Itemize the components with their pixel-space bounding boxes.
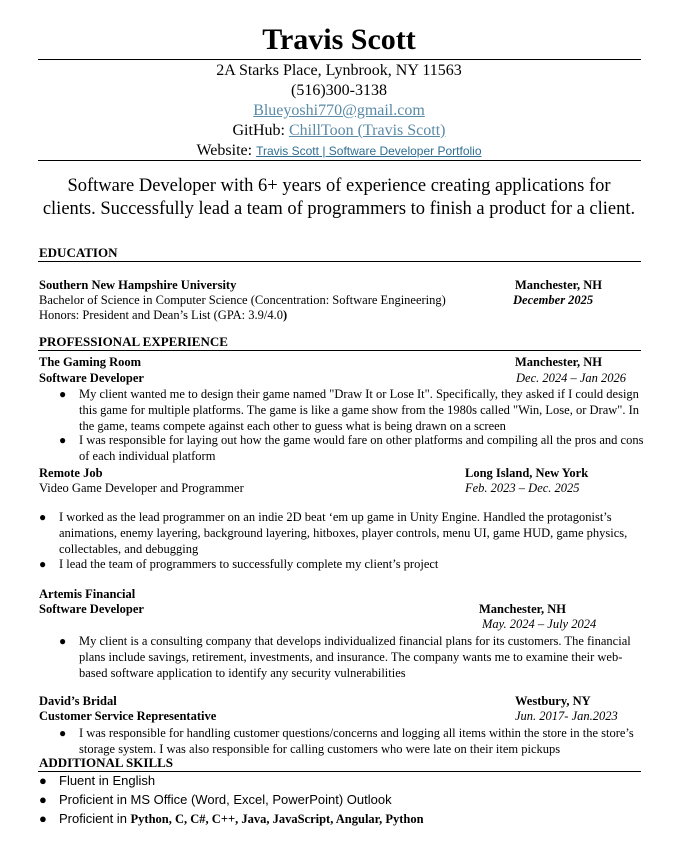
job-company: The Gaming Room	[39, 355, 142, 369]
github-label: GitHub:	[232, 122, 289, 139]
professional-summary: Software Developer with 6+ years of experience creating applications for clients. Successfully lead a team of programmers to finish a product for a client.	[42, 176, 636, 219]
job-location: Long Island, New York	[465, 466, 589, 480]
job-bullet	[59, 633, 644, 681]
bullet-icon: ●	[39, 510, 47, 524]
job-bullet	[39, 509, 644, 557]
bullet-icon: ●	[39, 773, 47, 788]
job-bullet	[59, 386, 644, 434]
job-bullet-text: My client wanted me to design their game named "Draw It or Lose It". Specifically, they asked if I could design this game for multiple platforms. The game is like a game show from the 1980s called "Win, Lose, or Draw". In the game, teams compete against each other to guess what is being drawn on a screen	[79, 387, 640, 433]
website-link[interactable]: Travis Scott | Software Developer Portfolio	[256, 144, 482, 158]
section-title-experience: PROFESSIONAL EXPERIENCE	[39, 334, 228, 349]
job-dates: May. 2024 – July 2024	[482, 617, 597, 631]
job-location: Manchester, NH	[479, 602, 567, 616]
job-role: Video Game Developer and Programmer	[39, 481, 244, 495]
skill-item	[39, 790, 392, 809]
skill-languages: Python, C, C#, C++, Java, JavaScript, Angular, Python	[130, 812, 424, 826]
job-role: Customer Service Representative	[39, 709, 217, 723]
bullet-icon: ●	[39, 811, 47, 826]
job-role: Software Developer	[39, 371, 144, 385]
honors-text: Honors: President and Dean’s List (GPA: 3.9/4.0	[39, 308, 283, 322]
education-school: Southern New Hampshire University	[39, 278, 237, 292]
job-company: Remote Job	[39, 466, 103, 480]
candidate-name: Travis Scott	[262, 23, 416, 56]
honors-paren: )	[282, 308, 288, 322]
header-divider-top	[38, 59, 641, 60]
job-bullet	[59, 725, 644, 757]
email-link[interactable]: Blueyoshi770@gmail.com	[253, 102, 425, 119]
bullet-icon: ●	[39, 557, 47, 571]
education-honors	[39, 307, 287, 323]
skill-item	[39, 771, 156, 790]
job-dates: Jun. 2017- Jan.2023	[515, 709, 618, 723]
job-role: Software Developer	[39, 602, 144, 616]
job-dates: Feb. 2023 – Dec. 2025	[465, 481, 580, 495]
skill-text-prefix: Proficient in	[59, 811, 131, 826]
bullet-icon: ●	[59, 726, 67, 740]
job-bullet	[39, 556, 644, 572]
job-dates: Dec. 2024 – Jan 2026	[516, 371, 627, 385]
education-date: December 2025	[513, 293, 594, 307]
job-bullet-text: I was responsible for handling customer questions/concerns and logging all items within the store in the store’s storage system. I was also responsible for calling customers who were late on their item pickups	[79, 726, 634, 756]
education-divider	[38, 261, 641, 262]
address: 2A Starks Place, Lynbrook, NY 11563	[216, 62, 462, 79]
phone: (516)300-3138	[291, 82, 387, 99]
skill-text: Proficient in MS Office (Word, Excel, PowerPoint) Outlook	[59, 792, 392, 807]
job-company: David’s Bridal	[39, 694, 117, 708]
section-title-skills: ADDITIONAL SKILLS	[39, 755, 174, 770]
job-bullet	[59, 432, 644, 464]
bullet-icon: ●	[59, 387, 67, 401]
skill-item	[39, 809, 424, 829]
bullet-icon: ●	[59, 634, 67, 648]
github-link[interactable]: ChillToon (Travis Scott)	[288, 122, 446, 139]
job-location: Manchester, NH	[515, 355, 603, 369]
section-title-education: EDUCATION	[39, 245, 118, 260]
header-divider-bottom	[38, 160, 641, 161]
github-line	[0, 121, 678, 141]
job-location: Westbury, NY	[515, 694, 591, 708]
skill-text: Fluent in English	[59, 773, 156, 788]
job-company: Artemis Financial	[39, 587, 136, 601]
education-degree: Bachelor of Science in Computer Science (Concentration: Software Engineering)	[39, 293, 446, 307]
website-line	[0, 141, 678, 161]
job-bullet-text: I was responsible for laying out how the game would fare on other platforms and compiling all the pros and cons of each individual platform	[79, 433, 644, 463]
job-bullet-text: I lead the team of programmers to successfully complete my client’s project	[59, 557, 439, 571]
experience-divider	[38, 350, 641, 351]
bullet-icon: ●	[59, 433, 67, 447]
job-bullet-text: I worked as the lead programmer on an indie 2D beat ‘em up game in Unity Engine. Handled the protagonist’s animations, enemy layering, background layering, hitboxes, player controls, menu UI, game HUD, game physics, collectables, and debugging	[59, 510, 628, 556]
bullet-icon: ●	[39, 792, 47, 807]
email-line	[0, 101, 678, 121]
education-location: Manchester, NH	[515, 278, 603, 292]
job-bullet-text: My client is a consulting company that develops individualized financial plans for its customers. The financial plans include savings, retirement, investments, and insurance. The company wants me to examine their web-based software application to identify any security vulnerabilities	[79, 634, 631, 680]
website-label: Website:	[196, 142, 257, 159]
